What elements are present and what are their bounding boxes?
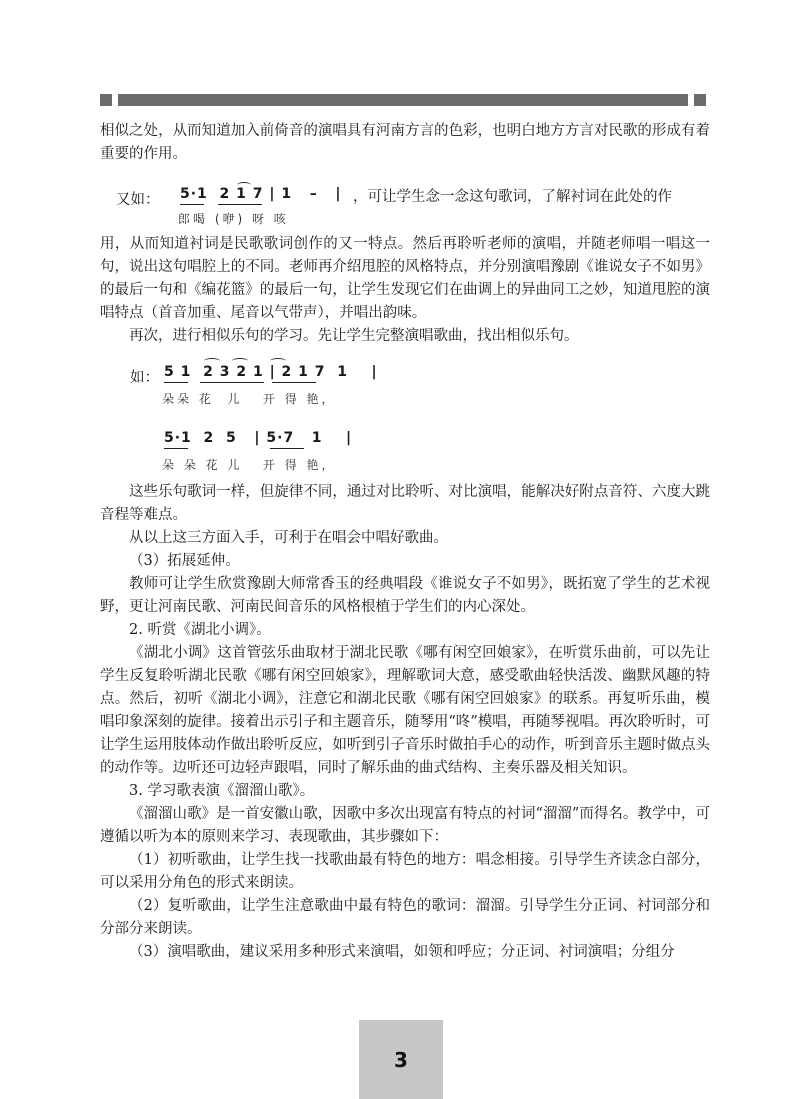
example-tail-text: ，可让学生念一念这句歌词，了解衬词在此处的作 [353, 189, 672, 205]
paragraph: （1）初听歌曲，让学生找一找歌曲最有特色的地方：唱念相接。引导学生齐读念白部分，可以采用分角色的形式来朗读。 [100, 852, 710, 891]
underline-mark [164, 382, 188, 383]
paragraph: （3）演唱歌曲，建议采用多种形式来演唱，如领和呼应；分正词、衬词演唱；分组分 [129, 944, 675, 960]
jianpu-notes-line2: 5·1 2 5 | 5·7 1 | [164, 430, 353, 446]
jianpu-notes-line1: 5 1 2 3 2 1 | 2 1 7 1 | [164, 364, 378, 380]
example-lead: 又如： [116, 192, 160, 208]
underline-mark [180, 204, 204, 205]
lyrics-line1: 朵朵 花 儿 开 得 艳， [162, 392, 337, 406]
example-lead: 如： [130, 370, 159, 386]
underline-mark [272, 382, 316, 383]
underline-mark [218, 204, 262, 205]
paragraph: （3）拓展延伸。 [129, 553, 240, 569]
paragraph: （2）复听歌曲，让学生注意歌曲中最有特色的歌词：溜溜。引导学生分正词、衬词部分和分部分来朗读。 [100, 898, 710, 937]
section-heading: 3. 学习歌表演《溜溜山歌》。 [129, 783, 315, 799]
header-bar-right [694, 94, 706, 106]
body-text-top [100, 120, 710, 166]
lyrics: 郎喝 (咿) 呀 咳 [178, 212, 289, 226]
music-example-2 [100, 358, 710, 478]
jianpu-notes: 5·1 2 1 7 | 1 – | [180, 186, 342, 202]
page-number: 3 [394, 1047, 408, 1072]
paragraph: 从以上这三方面入手，可利于在唱会中唱好歌曲。 [129, 530, 448, 546]
underline-mark [164, 448, 188, 449]
paragraph: 相似之处，从而知道加入前倚音的演唱具有河南方言的色彩，也明白地方方言对民歌的形成有着重要的作用。 [100, 123, 710, 162]
paragraph: 用，从而知道衬词是民歌歌词创作的又一特点。然后再聆听老师的演唱，并随老师唱一唱这一句，说出这句唱腔上的不同。老师再介绍甩腔的风格特点，并分别演唱豫剧《谁说女子不如男》的最后一句和《编花篮》的最后一句，让学生发现它们在曲调上的异曲同工之妙，知道甩腔的演唱特点（首音加重、尾音以气带声），并唱出韵味。 [100, 236, 710, 321]
underline-mark [200, 382, 264, 383]
header-bar-left [100, 94, 112, 106]
lyrics-line2: 朵 朵 花 儿 开 得 艳， [162, 458, 337, 472]
body-text-mid [100, 233, 710, 348]
underline-mark [270, 448, 304, 449]
paragraph: 这些乐句歌词一样，但旋律不同，通过对比聆听、对比演唱，能解决好附点音符、六度大跳音程等难点。 [100, 484, 710, 523]
header-bar [118, 94, 688, 106]
section-heading: 2. 听赏《湖北小调》。 [129, 622, 271, 638]
paragraph: 《溜溜山歌》是一首安徽山歌，因歌中多次出现富有特点的衬词“溜溜”而得名。教学中，可遵循以听为本的原则来学习、表现歌曲，其步骤如下： [100, 806, 710, 845]
body-text-bottom [100, 481, 710, 964]
music-example-1 [100, 184, 710, 224]
page-number-box [359, 1020, 443, 1099]
paragraph: 教师可让学生欣赏豫剧大师常香玉的经典唱段《谁说女子不如男》，既拓宽了学生的艺术视野，更让河南民歌、河南民间音乐的风格根植于学生们的内心深处。 [100, 576, 710, 615]
paragraph: 《湖北小调》这首管弦乐曲取材于湖北民歌《哪有闲空回娘家》，在听赏乐曲前，可以先让学生反复聆听湖北民歌《哪有闲空回娘家》，理解歌词大意，感受歌曲轻快活泼、幽默风趣的特点。然后，初听《湖北小调》，注意它和湖北民歌《哪有闲空回娘家》的联系。再复听乐曲，模唱印象深刻的旋律。接着出示引子和主题音乐，随琴用“咚”模唱，再随琴视唱。再次聆听时，可让学生运用肢体动作做出聆听反应，如听到引子音乐时做拍手心的动作，听到音乐主题时做点头的动作等。边听还可边轻声跟唱，同时了解乐曲的曲式结构、主奏乐器及相关知识。 [100, 645, 710, 776]
paragraph: 再次，进行相似乐句的学习。先让学生完整演唱歌曲，找出相似乐句。 [129, 328, 579, 344]
